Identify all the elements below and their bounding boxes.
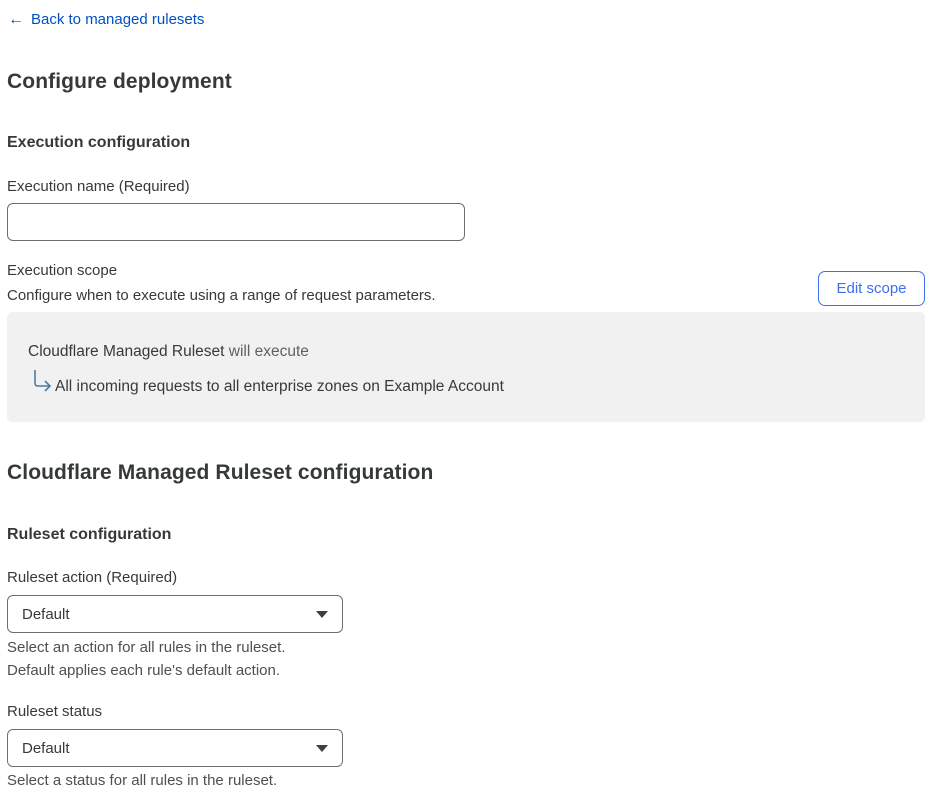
caret-down-icon bbox=[316, 611, 328, 618]
edit-scope-button[interactable]: Edit scope bbox=[818, 271, 925, 306]
ruleset-status-select[interactable] bbox=[7, 729, 343, 767]
back-to-managed-rulesets-link[interactable] bbox=[8, 11, 204, 28]
back-link-label: Back to managed rulesets bbox=[31, 11, 205, 28]
caret-down-icon bbox=[316, 745, 328, 752]
scope-summary-line bbox=[28, 343, 309, 361]
ruleset-action-value: Default bbox=[22, 605, 70, 623]
ruleset-status-help: Select a status for all rules in the ruleset. bbox=[7, 772, 278, 789]
ruleset-action-select[interactable] bbox=[7, 595, 343, 633]
ruleset-status-value: Default bbox=[22, 739, 70, 757]
execution-name-label: Execution name (Required) bbox=[7, 178, 190, 195]
ruleset-status-label: Ruleset status bbox=[7, 703, 103, 720]
execution-scope-label: Execution scope bbox=[7, 262, 118, 279]
ruleset-configuration-page-heading: Cloudflare Managed Ruleset configuration bbox=[7, 461, 434, 484]
ruleset-configuration-subheading: Ruleset configuration bbox=[7, 526, 172, 543]
ruleset-action-help-1: Select an action for all rules in the ruleset. bbox=[7, 639, 286, 656]
execution-scope-description: Configure when to execute using a range of request parameters. bbox=[7, 287, 436, 304]
ruleset-name-text: Cloudflare Managed Ruleset bbox=[28, 343, 225, 360]
branch-arrow-icon bbox=[31, 369, 53, 393]
page-title: Configure deployment bbox=[7, 70, 232, 93]
ruleset-action-label: Ruleset action (Required) bbox=[7, 569, 178, 586]
ruleset-action-help-2: Default applies each rule's default action. bbox=[7, 662, 281, 679]
scope-target-text: All incoming requests to all enterprise zones on Example Account bbox=[55, 378, 504, 395]
scope-summary-panel bbox=[7, 312, 925, 422]
back-arrow-icon: ← bbox=[8, 10, 24, 28]
execution-name-input[interactable] bbox=[7, 203, 465, 241]
execution-configuration-heading: Execution configuration bbox=[7, 134, 191, 151]
will-execute-text: will execute bbox=[224, 343, 309, 360]
